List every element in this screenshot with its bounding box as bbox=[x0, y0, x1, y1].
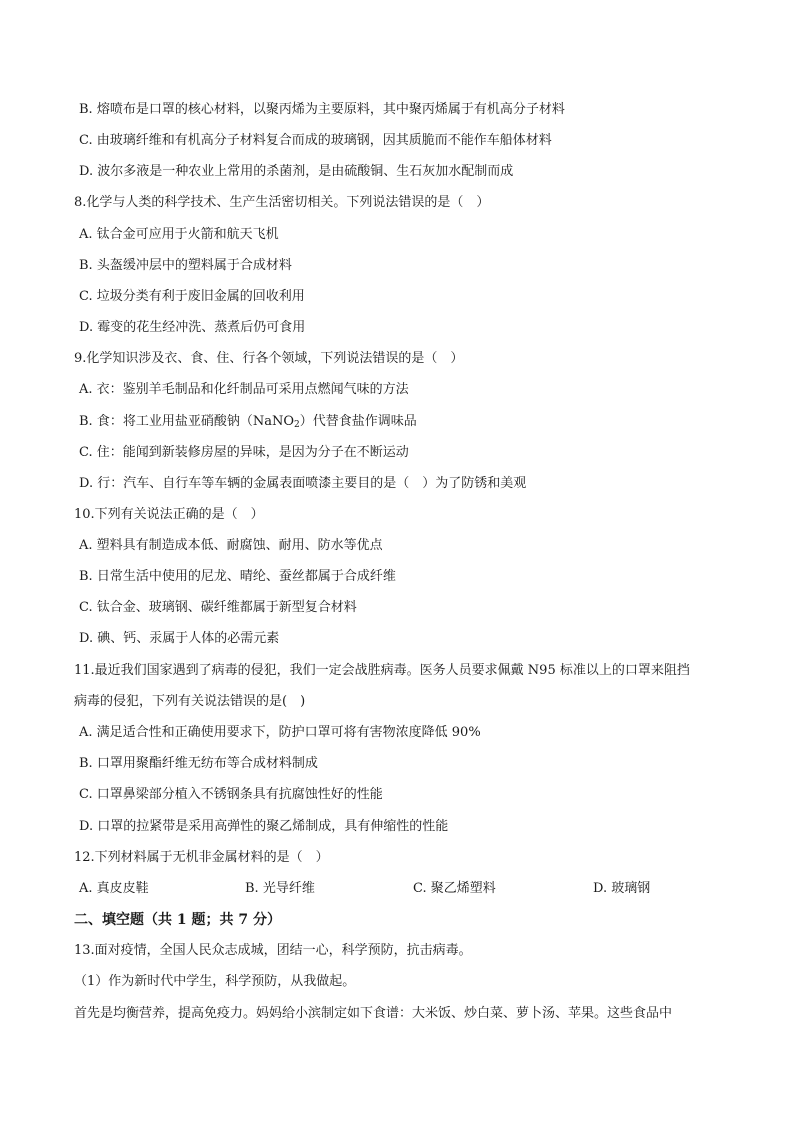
q10-option-b: B. 日常生活中使用的尼龙、晴纶、蚕丝都属于合成纤维 bbox=[79, 569, 396, 584]
q12-options-row bbox=[79, 880, 650, 898]
q12-option-d: D. 玻璃钢 bbox=[593, 881, 651, 896]
q7-option-c: C. 由玻璃纤维和有机高分子材料复合而成的玻璃钢，因其质脆而不能作车船体材料 bbox=[79, 133, 552, 148]
q7-option-d: D. 波尔多液是一种农业上常用的杀菌剂，是由硫酸铜、生石灰加水配制而成 bbox=[79, 164, 514, 179]
q12-stem: 12.下列材料属于无机非金属材料的是（ ） bbox=[74, 850, 329, 865]
q9-option-b bbox=[79, 413, 417, 434]
q13-stem: 13.面对疫情，全国人民众志成城，团结一心，科学预防，抗击病毒。 bbox=[74, 943, 472, 958]
q11-option-c: C. 口罩鼻梁部分植入不锈钢条具有抗腐蚀性好的性能 bbox=[79, 787, 383, 802]
q11-option-d: D. 口罩的拉紧带是采用高弹性的聚乙烯制成，具有伸缩性的性能 bbox=[79, 819, 449, 834]
q11-stem-line2: 病毒的侵犯，下列有关说法错误的是( ) bbox=[74, 694, 306, 709]
q11-stem-line1: 11.最近我们国家遇到了病毒的侵犯，我们一定会战胜病毒。医务人员要求佩戴 N95 标准以上的口罩来阻挡 bbox=[74, 663, 690, 678]
q10-option-d: D. 碘、钙、汞属于人体的必需元素 bbox=[79, 631, 280, 646]
q9-stem: 9.化学知识涉及衣、食、住、行各个领域，下列说法错误的是（ ） bbox=[74, 351, 464, 366]
q10-stem: 10.下列有关说法正确的是（ ） bbox=[74, 507, 264, 522]
q11-option-b: B. 口罩用聚酯纤维无纺布等合成材料制成 bbox=[79, 756, 318, 771]
q10-option-c: C. 钛合金、玻璃钢、碳纤维都属于新型复合材料 bbox=[79, 600, 357, 615]
section-fill-in-title: 二、填空题（共 1 题；共 7 分） bbox=[74, 912, 281, 928]
q12-option-a: A. 真皮皮鞋 bbox=[79, 881, 149, 896]
q13-sub1: （1）作为新时代中学生，科学预防，从我做起。 bbox=[74, 974, 356, 989]
q11-option-a: A. 满足适合性和正确使用要求下，防护口罩可将有害物浓度降低 90% bbox=[79, 725, 481, 740]
q8-option-b: B. 头盔缓冲层中的塑料属于合成材料 bbox=[79, 258, 292, 273]
q8-option-a: A. 钛合金可应用于火箭和航天飞机 bbox=[79, 227, 279, 242]
q9-option-b-post: ）代替食盐作调味品 bbox=[299, 414, 417, 429]
q13-text: 首先是均衡营养，提高免疫力。妈妈给小滨制定如下食谱：大米饭、炒白菜、萝卜汤、苹果。这些食品中 bbox=[74, 1006, 673, 1021]
q12-option-c: C. 聚乙烯塑料 bbox=[413, 881, 496, 896]
q8-option-c: C. 垃圾分类有利于废旧金属的回收利用 bbox=[79, 289, 305, 304]
q9-option-c: C. 住：能闻到新装修房屋的异味，是因为分子在不断运动 bbox=[79, 445, 409, 460]
q9-option-b-subscript: 2 bbox=[293, 420, 300, 430]
q9-option-d: D. 行：汽车、自行车等车辆的金属表面喷漆主要目的是（ ）为了防锈和美观 bbox=[79, 476, 527, 491]
q9-option-b-pre: B. 食：将工业用盐亚硝酸钠（NaNO bbox=[79, 414, 294, 429]
q8-option-d: D. 霉变的花生经冲洗、蒸煮后仍可食用 bbox=[79, 320, 306, 335]
q10-option-a: A. 塑料具有制造成本低、耐腐蚀、耐用、防水等优点 bbox=[79, 538, 383, 553]
q9-option-a: A. 衣：鉴别羊毛制品和化纤制品可采用点燃闻气味的方法 bbox=[79, 382, 409, 397]
q12-option-b: B. 光导纤维 bbox=[245, 881, 315, 896]
q8-stem: 8.化学与人类的科学技术、生产生活密切相关。下列说法错误的是（ ） bbox=[74, 195, 490, 210]
q7-option-b: B. 熔喷布是口罩的核心材料，以聚丙烯为主要原料，其中聚丙烯属于有机高分子材料 bbox=[79, 102, 565, 117]
